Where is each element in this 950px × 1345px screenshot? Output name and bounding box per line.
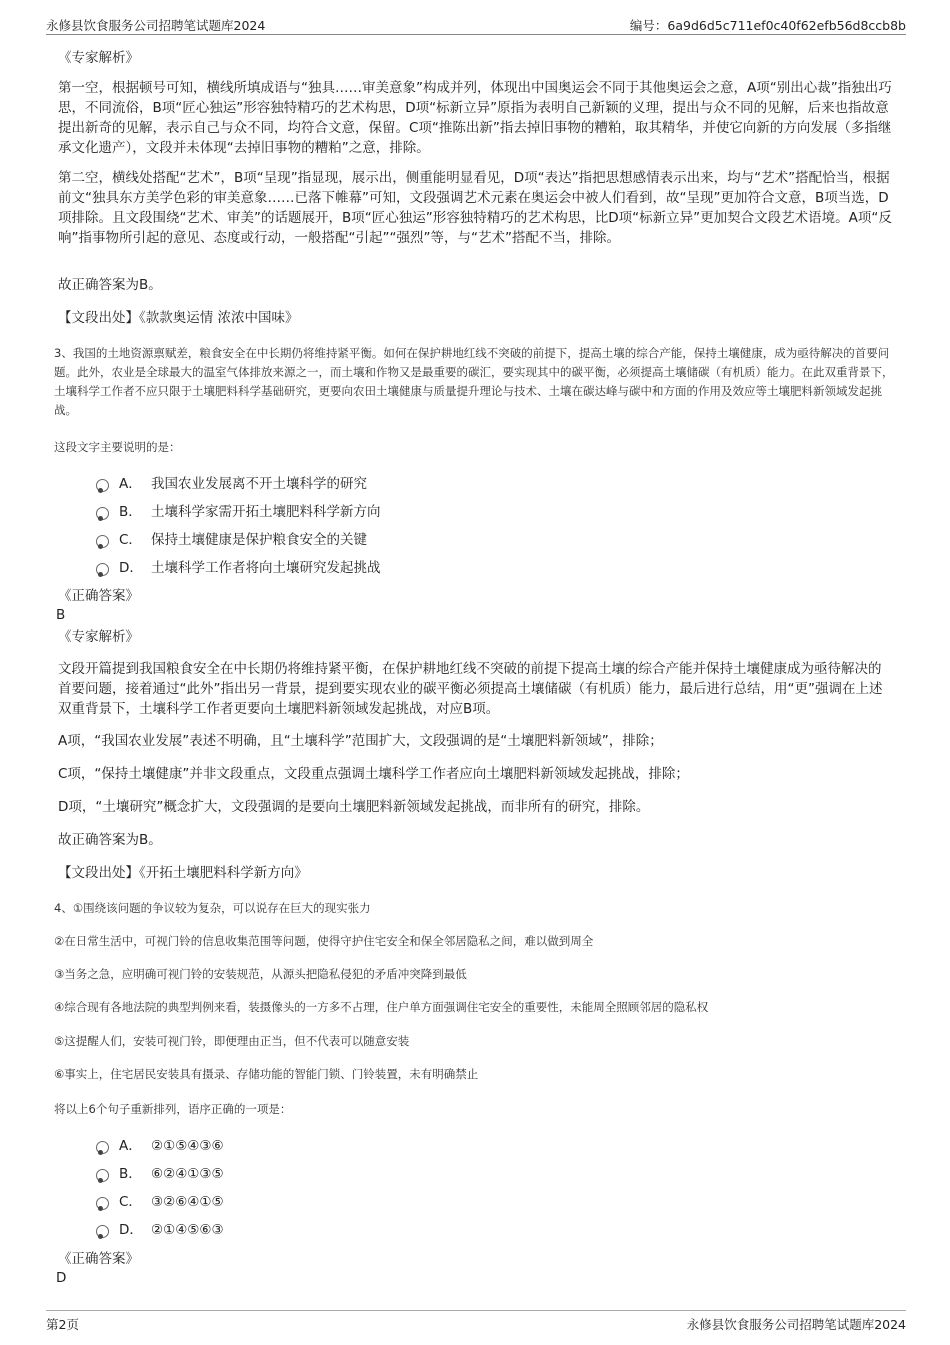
analysis-option-a: A项，“我国农业发展”表述不明确，且“土壤科学”范围扩大，文段强调的是“土壤肥料新领域”，排除； bbox=[58, 733, 663, 749]
q4-sentence-2: ②在日常生活中，可视门铃的信息收集范围等问题，使得守护住宅安全和保全邻居隐私之间，难以做到周全 bbox=[54, 934, 594, 948]
expert-analysis-label: 《专家解析》 bbox=[58, 50, 139, 66]
radio-icon[interactable] bbox=[96, 1169, 109, 1182]
q3-option-a[interactable]: A． 我国农业发展离不开土壤科学的研究 bbox=[96, 474, 367, 494]
correct-answer-label: 《正确答案》 bbox=[58, 588, 139, 604]
correct-answer-label: 《正确答案》 bbox=[58, 1251, 139, 1267]
q4-option-a[interactable]: A． ②①⑤④③⑥ bbox=[96, 1136, 224, 1156]
q4-option-b[interactable]: B． ⑥②④①③⑤ bbox=[96, 1164, 224, 1184]
question-3-text: 3、我国的土地资源禀赋差，粮食安全在中长期仍将维持紧平衡。如何在保护耕地红线不突破的前提下，提高土壤的综合产能，保持土壤健康，成为亟待解决的首要问题。此外，农业是全球最大的温室气体排放来源之一，而土壤和作物又是最重要的碳汇，要实现其中的碳平衡，必须提高土壤储碳（有机质）能力。在此双重背景下，土壤科学工作者不应只限于土壤肥料科学基础研究，更要向农田土壤健康与质量提升理论与技术、土壤在碳达峰与碳中和方面的作用及效应等土壤肥料新领域发起挑战。 bbox=[54, 346, 894, 417]
q4-option-d[interactable]: D． ②①④⑤⑥③ bbox=[96, 1220, 224, 1240]
q4-sentence-6: ⑥事实上，住宅居民安装具有摄录、存储功能的智能门锁、门铃装置，未有明确禁止 bbox=[54, 1067, 479, 1081]
radio-icon[interactable] bbox=[96, 507, 109, 520]
question-4-prompt: 将以上6个句子重新排列，语序正确的一项是： bbox=[54, 1102, 292, 1116]
correct-answer: B bbox=[56, 607, 66, 623]
radio-icon[interactable] bbox=[96, 1225, 109, 1238]
analysis-option-d: D项，“土壤研究”概念扩大，文段强调的是要向土壤肥料新领域发起挑战，而非所有的研究，排除。 bbox=[58, 799, 650, 815]
passage-source: 【文段出处】《开拓土壤肥料科学新方向》 bbox=[58, 865, 308, 881]
expert-analysis-label: 《专家解析》 bbox=[58, 629, 139, 645]
q3-option-d[interactable]: D． 土壤科学工作者将向土壤研究发起挑战 bbox=[96, 558, 381, 578]
analysis-option-c: C项，“保持土壤健康”并非文段重点，文段重点强调土壤科学工作者应向土壤肥料新领域发起挑战，排除； bbox=[58, 766, 689, 782]
analysis-paragraph: 第一空，根据顿号可知，横线所填成语与“独具……审美意象”构成并列，体现出中国奥运会不同于其他奥运会之意，A项“别出心裁”指独出巧思，不同流俗，B项“匠心独运”形容独特精巧的艺术构思，D项“标新立异”原指为表明自己新颖的义理，提出与众不同的见解，后来也指故意提出新奇的见解，表示自己与众不同，均符合文意，保留。C项“推陈出新”指去掉旧事物的糟粕，取其精华，并使它向新的方向发展（多指继承文化遗产），文段并未体现“去掉旧事物的糟粕”之意，排除。 bbox=[58, 80, 892, 156]
page-header bbox=[46, 14, 906, 35]
header-title: 永修县饮食服务公司招聘笔试题库2024 bbox=[46, 18, 266, 33]
page-number: 第2页 bbox=[46, 1317, 79, 1332]
passage-source: 【文段出处】《款款奥运情 浓浓中国味》 bbox=[58, 310, 299, 326]
q4-sentence-3: ③当务之急，应明确可视门铃的安装规范，从源头把隐私侵犯的矛盾冲突降到最低 bbox=[54, 967, 467, 981]
q4-sentence-1: 4、①围绕该问题的争议较为复杂，可以说存在巨大的现实张力 bbox=[54, 901, 371, 915]
radio-icon[interactable] bbox=[96, 479, 109, 492]
analysis-paragraph: 第二空，横线处搭配“艺术”，B项“呈现”指显现，展示出，侧重能明显看见，D项“表达”指把思想感情表示出来，均与“艺术”搭配恰当，根据前文“独具东方美学色彩的审美意象……已落下帷幕”可知，文段强调艺术元素在奥运会中被人们看到，故“呈现”更加符合文意，B项当选，D项排除。且文段围绕“艺术、审美”的话题展开，B项“匠心独运”形容独特精巧的艺术构思，比D项“标新立异”更加契合文段艺术语境。A项“反响”指事物所引起的意见、态度或行动，一般搭配“引起”“强烈”等，与“艺术”搭配不当，排除。 bbox=[58, 170, 892, 246]
analysis-paragraph: 文段开篇提到我国粮食安全在中长期仍将维持紧平衡，在保护耕地红线不突破的前提下提高土壤的综合产能并保持土壤健康成为亟待解决的首要问题，接着通过“此外”指出另一背景，提到要实现农业的碳平衡必须提高土壤储碳（有机质）能力，最后进行总结，用“更”强调在上述双重背景下，土壤科学工作者更要向土壤肥料新领域发起挑战，对应B项。 bbox=[58, 661, 883, 717]
page-footer bbox=[46, 1310, 906, 1335]
header-serial: 编号：6a9d6d5c711ef0c40f62efb56d8ccb8b bbox=[629, 18, 906, 33]
question-3-prompt: 这段文字主要说明的是： bbox=[54, 440, 181, 454]
footer-title: 永修县饮食服务公司招聘笔试题库2024 bbox=[686, 1317, 906, 1332]
radio-icon[interactable] bbox=[96, 1141, 109, 1154]
radio-icon[interactable] bbox=[96, 563, 109, 576]
q4-sentence-5: ⑤这提醒人们，安装可视门铃，即便理由正当，但不代表可以随意安装 bbox=[54, 1034, 410, 1048]
q3-option-c[interactable]: C． 保持土壤健康是保护粮食安全的关键 bbox=[96, 530, 367, 550]
q4-sentence-4: ④综合现有各地法院的典型判例来看，装摄像头的一方多不占理，住户单方面强调住宅安全的重要性，未能周全照顾邻居的隐私权 bbox=[54, 1000, 709, 1014]
q3-option-b[interactable]: B． 土壤科学家需开拓土壤肥料科学新方向 bbox=[96, 502, 381, 522]
answer-conclusion: 故正确答案为B。 bbox=[58, 277, 162, 293]
q4-option-c[interactable]: C． ③②⑥④①⑤ bbox=[96, 1192, 224, 1212]
radio-icon[interactable] bbox=[96, 1197, 109, 1210]
answer-conclusion: 故正确答案为B。 bbox=[58, 832, 162, 848]
radio-icon[interactable] bbox=[96, 535, 109, 548]
correct-answer: D bbox=[56, 1270, 67, 1286]
